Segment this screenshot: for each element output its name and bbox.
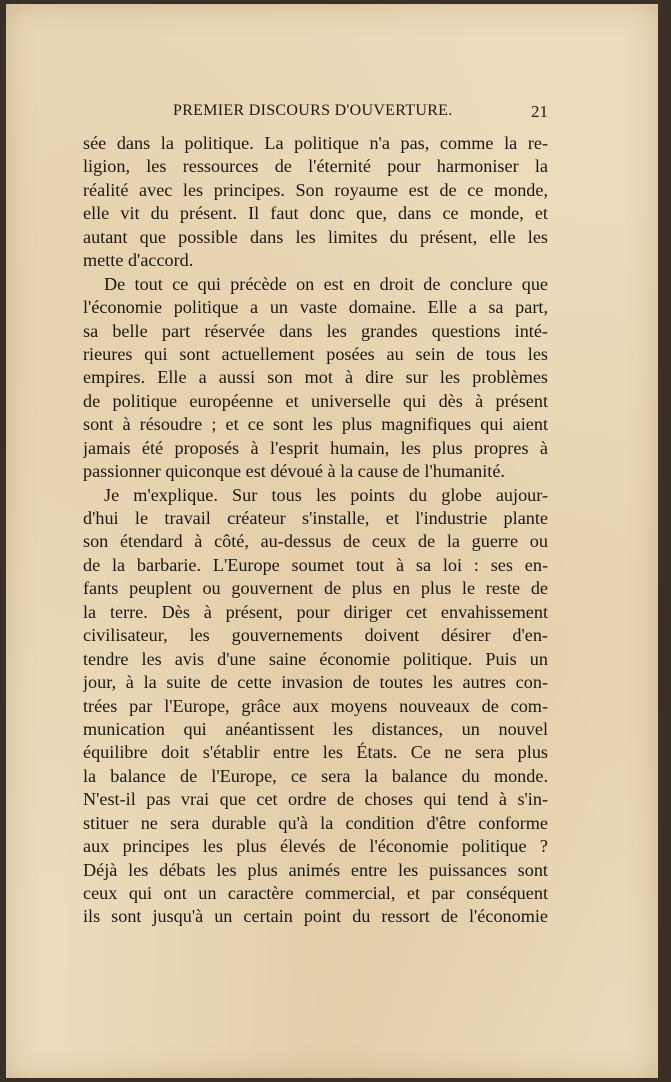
text-line: stituer ne sera durable qu'à la condition d'être conforme — [83, 812, 548, 833]
body-text — [83, 132, 548, 929]
text-line: ils sont jusqu'à un certain point du ressort de l'économie — [83, 906, 548, 927]
text-line: son étendard à côté, au-dessus de ceux de la guerre ou — [83, 531, 548, 552]
text-line: empires. Elle a aussi son mot à dire sur les problèmes — [83, 367, 548, 388]
text-line: trées par l'Europe, grâce aux moyens nouveaux de com- — [83, 695, 548, 716]
text-line: munication qui anéantissent les distances, un nouvel — [83, 718, 548, 739]
running-head: PREMIER DISCOURS D'OUVERTURE. — [173, 102, 453, 119]
text-line: de politique européenne et universelle qui dès à présent — [83, 390, 548, 411]
text-line: civilisateur, les gouvernements doivent désirer d'en- — [83, 625, 548, 646]
text-line: sée dans la politique. La politique n'a pas, comme la re- — [83, 133, 548, 153]
text-line: sa belle part réservée dans les grandes questions inté- — [83, 320, 548, 341]
text-line: ligion, les ressources de l'éternité pour harmoniser la — [83, 156, 548, 177]
text-line: jour, à la suite de cette invasion de toutes les autres con- — [83, 672, 548, 693]
text-line: d'hui le travail créateur s'installe, et l'industrie plante — [83, 508, 548, 528]
text-line: Je m'explique. Sur tous les points du globe aujour- — [104, 484, 548, 505]
text-line: Déjà les débats les plus animés entre les puissances sont — [83, 859, 548, 880]
book-page — [6, 4, 658, 1078]
text-line: autant que possible dans les limites du présent, elle les — [83, 226, 548, 247]
text-line: mette d'accord. — [83, 250, 194, 271]
page-number: 21 — [531, 102, 548, 121]
text-line: aux principes les plus élevés de l'économie politique ? — [83, 836, 548, 857]
text-line: fants peuplent ou gouvernent de plus en plus le reste de — [83, 578, 548, 599]
text-line: équilibre doit s'établir entre les États. Ce ne sera plus — [83, 742, 548, 763]
text-line: tendre les avis d'une saine économie politique. Puis un — [83, 648, 548, 669]
text-line: l'économie politique a un vaste domaine. Elle a sa part, — [83, 297, 548, 318]
text-line: rieures qui sont actuellement posées au sein de tous les — [83, 343, 548, 364]
text-line: la balance de l'Europe, ce sera la balance du monde. — [83, 765, 548, 786]
text-line: De tout ce qui précède on est en droit de conclure que — [104, 273, 548, 294]
text-line: N'est-il pas vrai que cet ordre de choses qui tend à s'in- — [83, 789, 548, 810]
text-line: sont à résoudre ; et ce sont les plus magnifiques qui aient — [83, 414, 548, 435]
text-line: réalité avec les principes. Son royaume est de ce monde, — [83, 179, 548, 200]
text-line: elle vit du présent. Il faut donc que, dans ce monde, et — [83, 203, 548, 224]
text-line: passionner quiconque est dévoué à la cause de l'humanité. — [83, 461, 505, 482]
text-line: de la barbarie. L'Europe soumet tout à sa loi : ses en- — [83, 554, 548, 575]
text-line: ceux qui ont un caractère commercial, et par conséquent — [83, 883, 548, 903]
page-header — [83, 102, 548, 126]
text-line: la terre. Dès à présent, pour diriger cet envahissement — [83, 601, 548, 622]
text-line: jamais été proposés à l'esprit humain, les plus propres à — [83, 437, 548, 458]
